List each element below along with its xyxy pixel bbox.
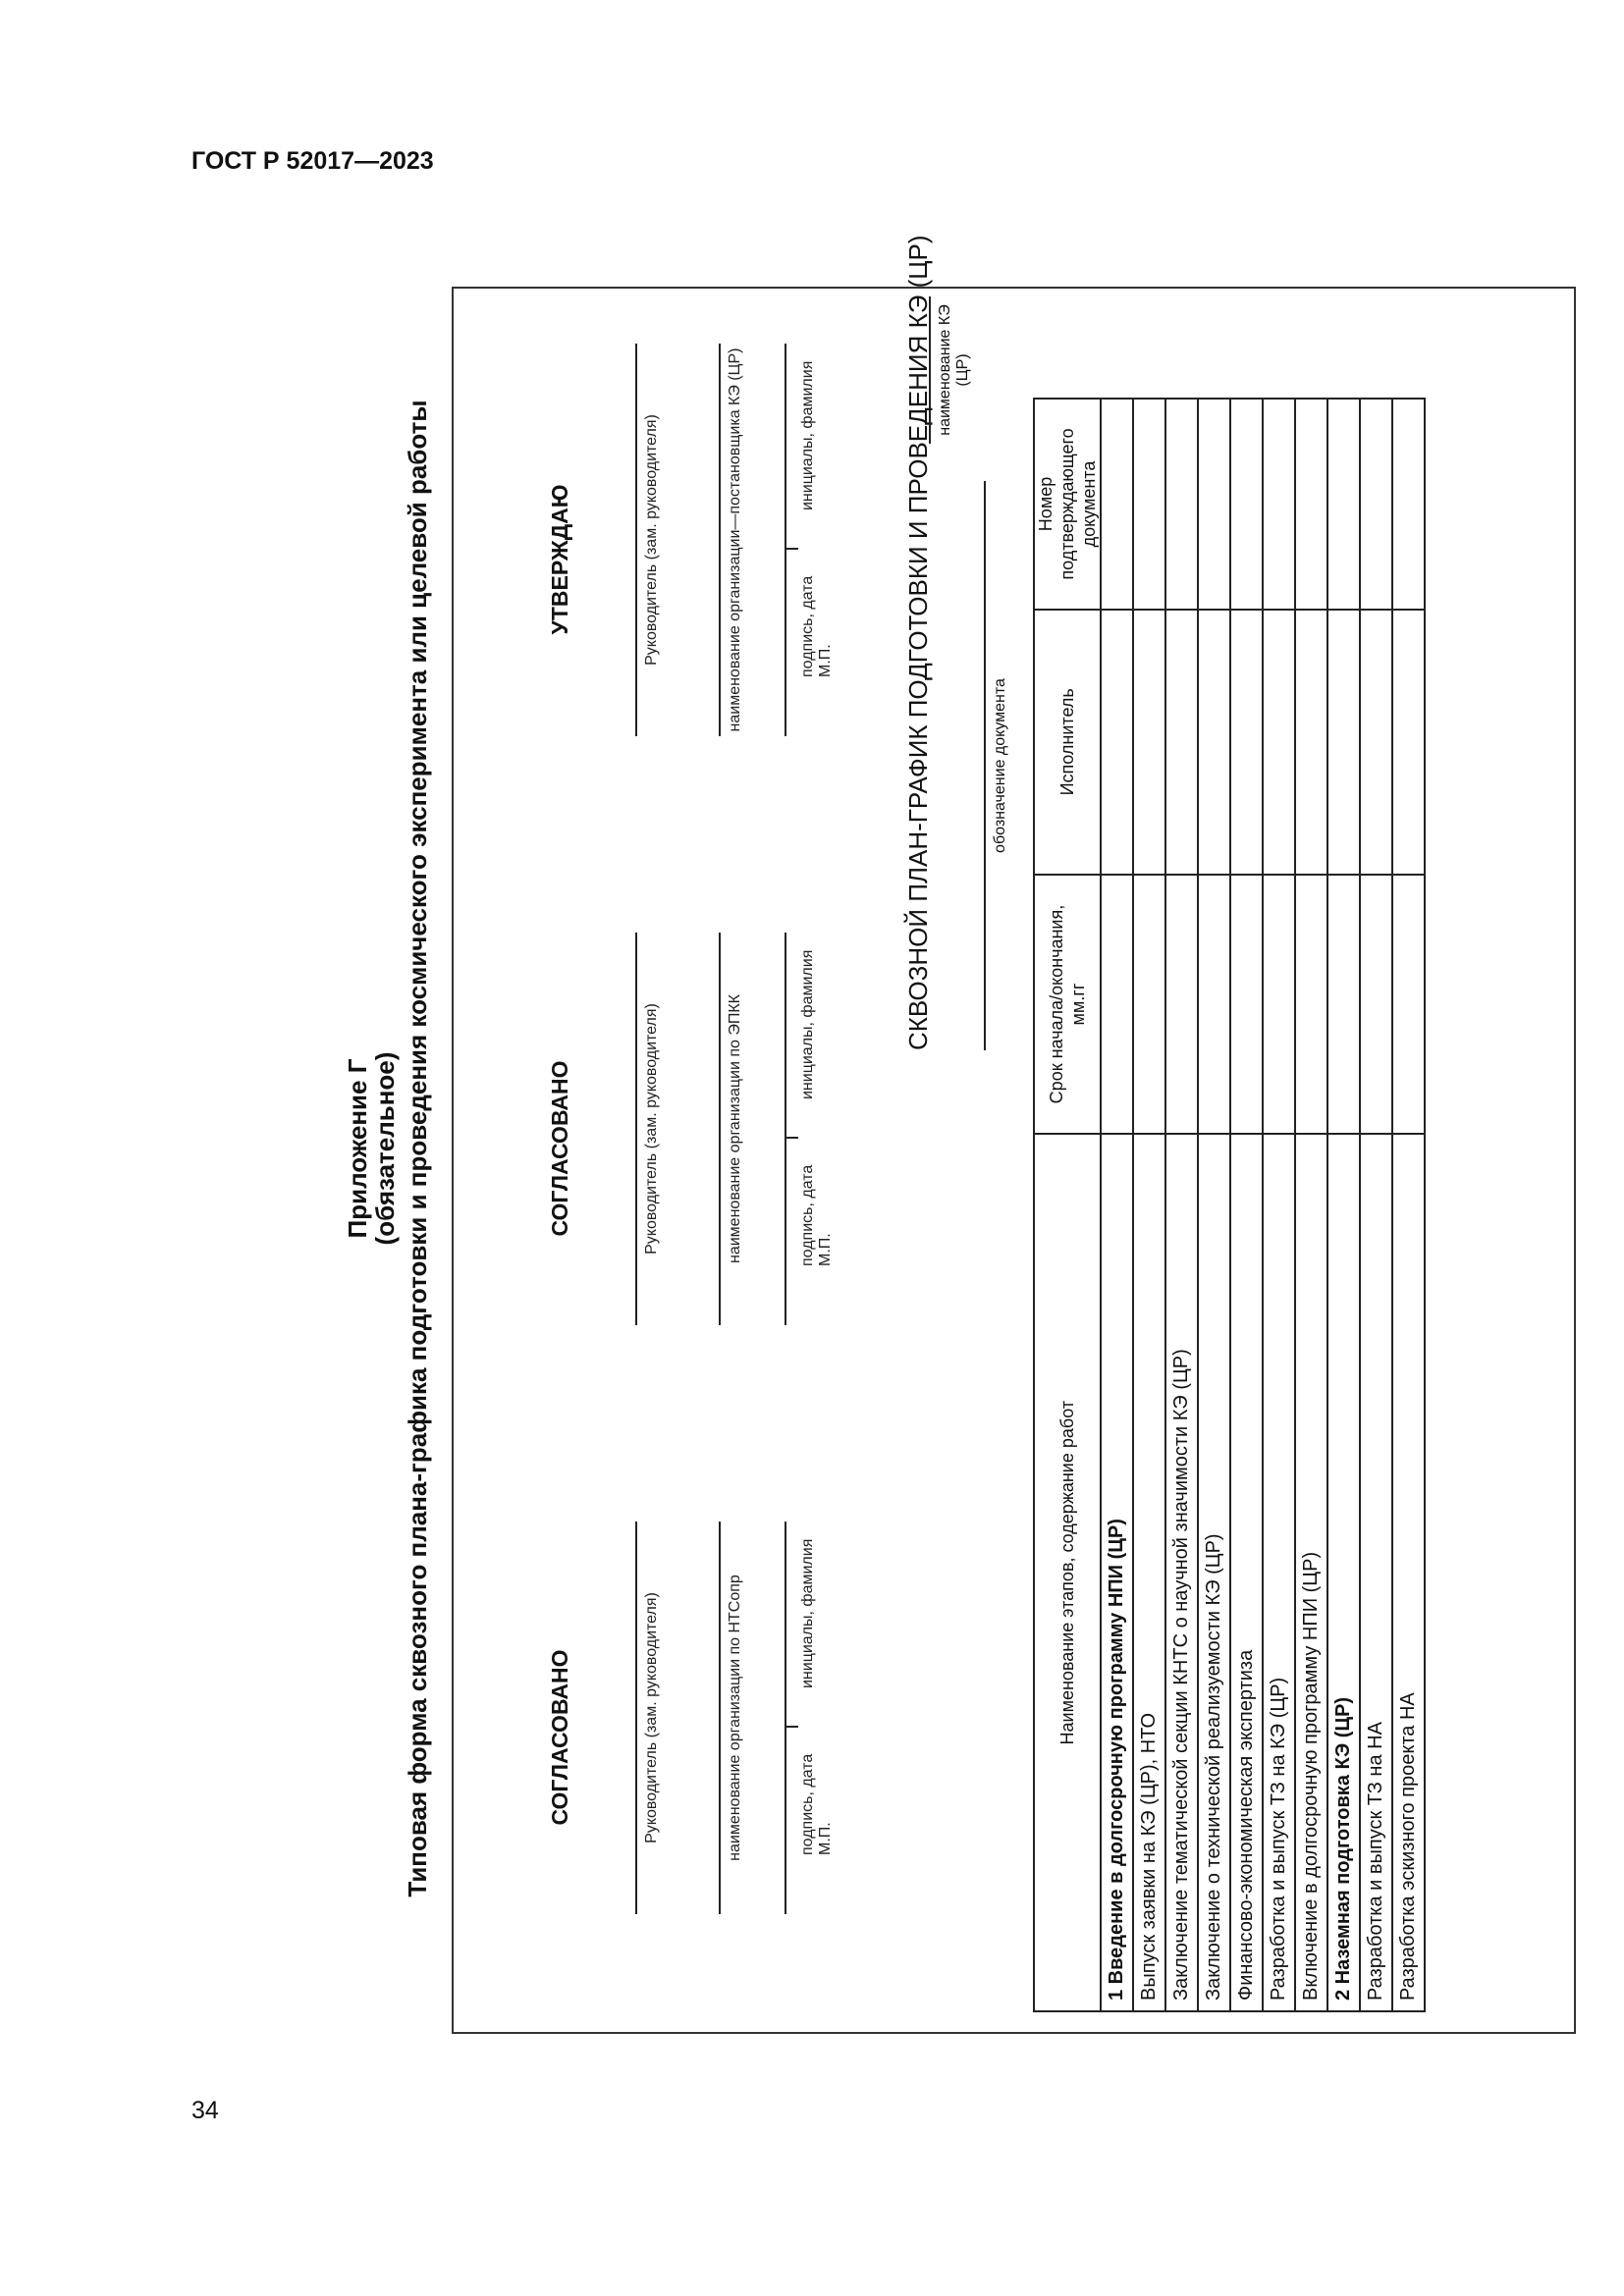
empty-cell [1133,399,1165,610]
line-divider [785,1726,798,1728]
stage-name-cell: Разработка эскизного проекта НА [1392,1134,1425,2011]
caption-org: наименование организации по ЭПКК [727,994,743,1263]
empty-cell [1198,875,1230,1135]
signature-line [719,1522,721,1914]
signature-line [635,344,637,736]
caption-sign: подпись, дата [799,1753,816,1855]
appendix-heading [344,236,399,2061]
stage-name-cell: Финансово-экономическая экспертиза [1230,1134,1263,2011]
empty-cell [1360,399,1392,610]
stage-name-cell: Разработка и выпуск ТЗ на НА [1360,1134,1392,2011]
stage-name-cell: Разработка и выпуск ТЗ на КЭ (ЦР) [1263,1134,1295,2011]
caption-mp: М.П. [817,644,834,677]
empty-cell [1295,399,1327,610]
table-row [1133,399,1165,2011]
column-header: Срок начала/окончания, мм.гг [1034,875,1101,1135]
caption-name: инициалы, фамилия [799,949,816,1099]
section-row [1101,399,1133,2011]
caption-sign: подпись, дата [799,575,816,677]
column-header: Наименование этапов, содержание работ [1034,1134,1101,2011]
empty-cell [1327,610,1360,875]
form-frame [452,235,1576,2034]
signature-line [719,933,721,1325]
caption-head: Руководитель (зам. руководителя) [643,414,660,666]
caption-head: Руководитель (зам. руководителя) [643,1592,660,1843]
empty-cell [1101,875,1133,1135]
table-row [1263,399,1295,2011]
empty-cell [1392,875,1425,1135]
empty-cell [1198,399,1230,610]
empty-cell [1295,610,1327,875]
stage-name-cell: Включение в долгосрочную программу НПИ (ЦР) [1295,1134,1327,2011]
table-row [1230,399,1263,2011]
empty-cell [1165,875,1198,1135]
table-row [1295,399,1327,2011]
approval-heading: СОГЛАСОВАНО [547,1060,572,1237]
signature-line [785,1522,786,1914]
caption-name: инициалы, фамилия [799,360,816,510]
signature-line [635,1522,637,1914]
plan-heading: СКВОЗНОЙ ПЛАН-ГРАФИК ПОДГОТОВКИ И ПРОВЕДЕНИЯ КЭ (ЦР) [903,235,933,1050]
caption-head: Руководитель (зам. руководителя) [643,1003,660,1255]
empty-cell [1295,875,1327,1135]
section-row [1327,399,1360,2011]
rotated-page-content [344,236,1483,2061]
empty-cell [1165,399,1198,610]
empty-cell [1327,875,1360,1135]
caption-org: наименование организации—постановщика КЭ (ЦР) [727,347,743,732]
caption-designation: обозначение документа [992,678,1008,853]
signature-line [635,933,637,1325]
empty-cell [1327,399,1360,610]
empty-cell [1360,610,1392,875]
empty-cell [1230,399,1263,610]
caption-name: инициалы, фамилия [799,1538,816,1688]
designation-line [984,481,986,1050]
empty-cell [1165,610,1198,875]
caption-sign: подпись, дата [799,1164,816,1266]
approval-heading: СОГЛАСОВАНО [547,1649,572,1826]
table-row [1392,399,1425,2011]
appendix-label: Приложение Г [343,1058,372,1239]
caption-mp: М.П. [817,1822,834,1855]
caption-ke-name: наименование КЭ (ЦР) [937,304,971,436]
empty-cell [1392,610,1425,875]
column-header: Исполнитель [1034,610,1101,875]
column-header: Номер подтверждающего документа [1034,399,1101,610]
form-title: Типовая форма сквозного плана-графика подготовки и проведения космического эксперимента или целевой работы [403,400,432,1897]
empty-cell [1230,875,1263,1135]
appendix-status: (обязательное) [370,1051,400,1246]
empty-cell [1263,610,1295,875]
schedule-table [1033,398,1426,2012]
empty-cell [1133,875,1165,1135]
table-row [1360,399,1392,2011]
signature-line [785,933,786,1325]
empty-cell [1263,399,1295,610]
ke-name-line [929,296,931,444]
stage-name-cell: Заключение тематической секции КНТС о научной значимости КЭ (ЦР) [1165,1134,1198,2011]
line-divider [785,548,798,550]
stage-name-cell: Заключение о технической реализуемости КЭ (ЦР) [1198,1134,1230,2011]
stage-name-cell: Выпуск заявки на КЭ (ЦР), НТО [1133,1134,1165,2011]
caption-mp: М.П. [817,1233,834,1266]
empty-cell [1360,875,1392,1135]
approval-heading: УТВЕРЖДАЮ [547,484,572,635]
empty-cell [1198,610,1230,875]
table-row [1198,399,1230,2011]
caption-org: наименование организации по НТСопр [727,1575,743,1861]
page-number: 34 [191,2097,219,2124]
empty-cell [1263,875,1295,1135]
standard-header: ГОСТ Р 52017—2023 [191,147,434,175]
table-row [1165,399,1198,2011]
stage-name-cell: 2 Наземная подготовка КЭ (ЦР) [1327,1134,1360,2011]
stage-name-cell: 1 Введение в долгосрочную программу НПИ (ЦР) [1101,1134,1133,2011]
signature-line [785,344,786,736]
empty-cell [1101,399,1133,610]
table-header-row [1034,399,1101,2011]
line-divider [785,1137,798,1139]
empty-cell [1133,610,1165,875]
empty-cell [1230,610,1263,875]
empty-cell [1392,399,1425,610]
signature-line [719,344,721,736]
empty-cell [1101,610,1133,875]
